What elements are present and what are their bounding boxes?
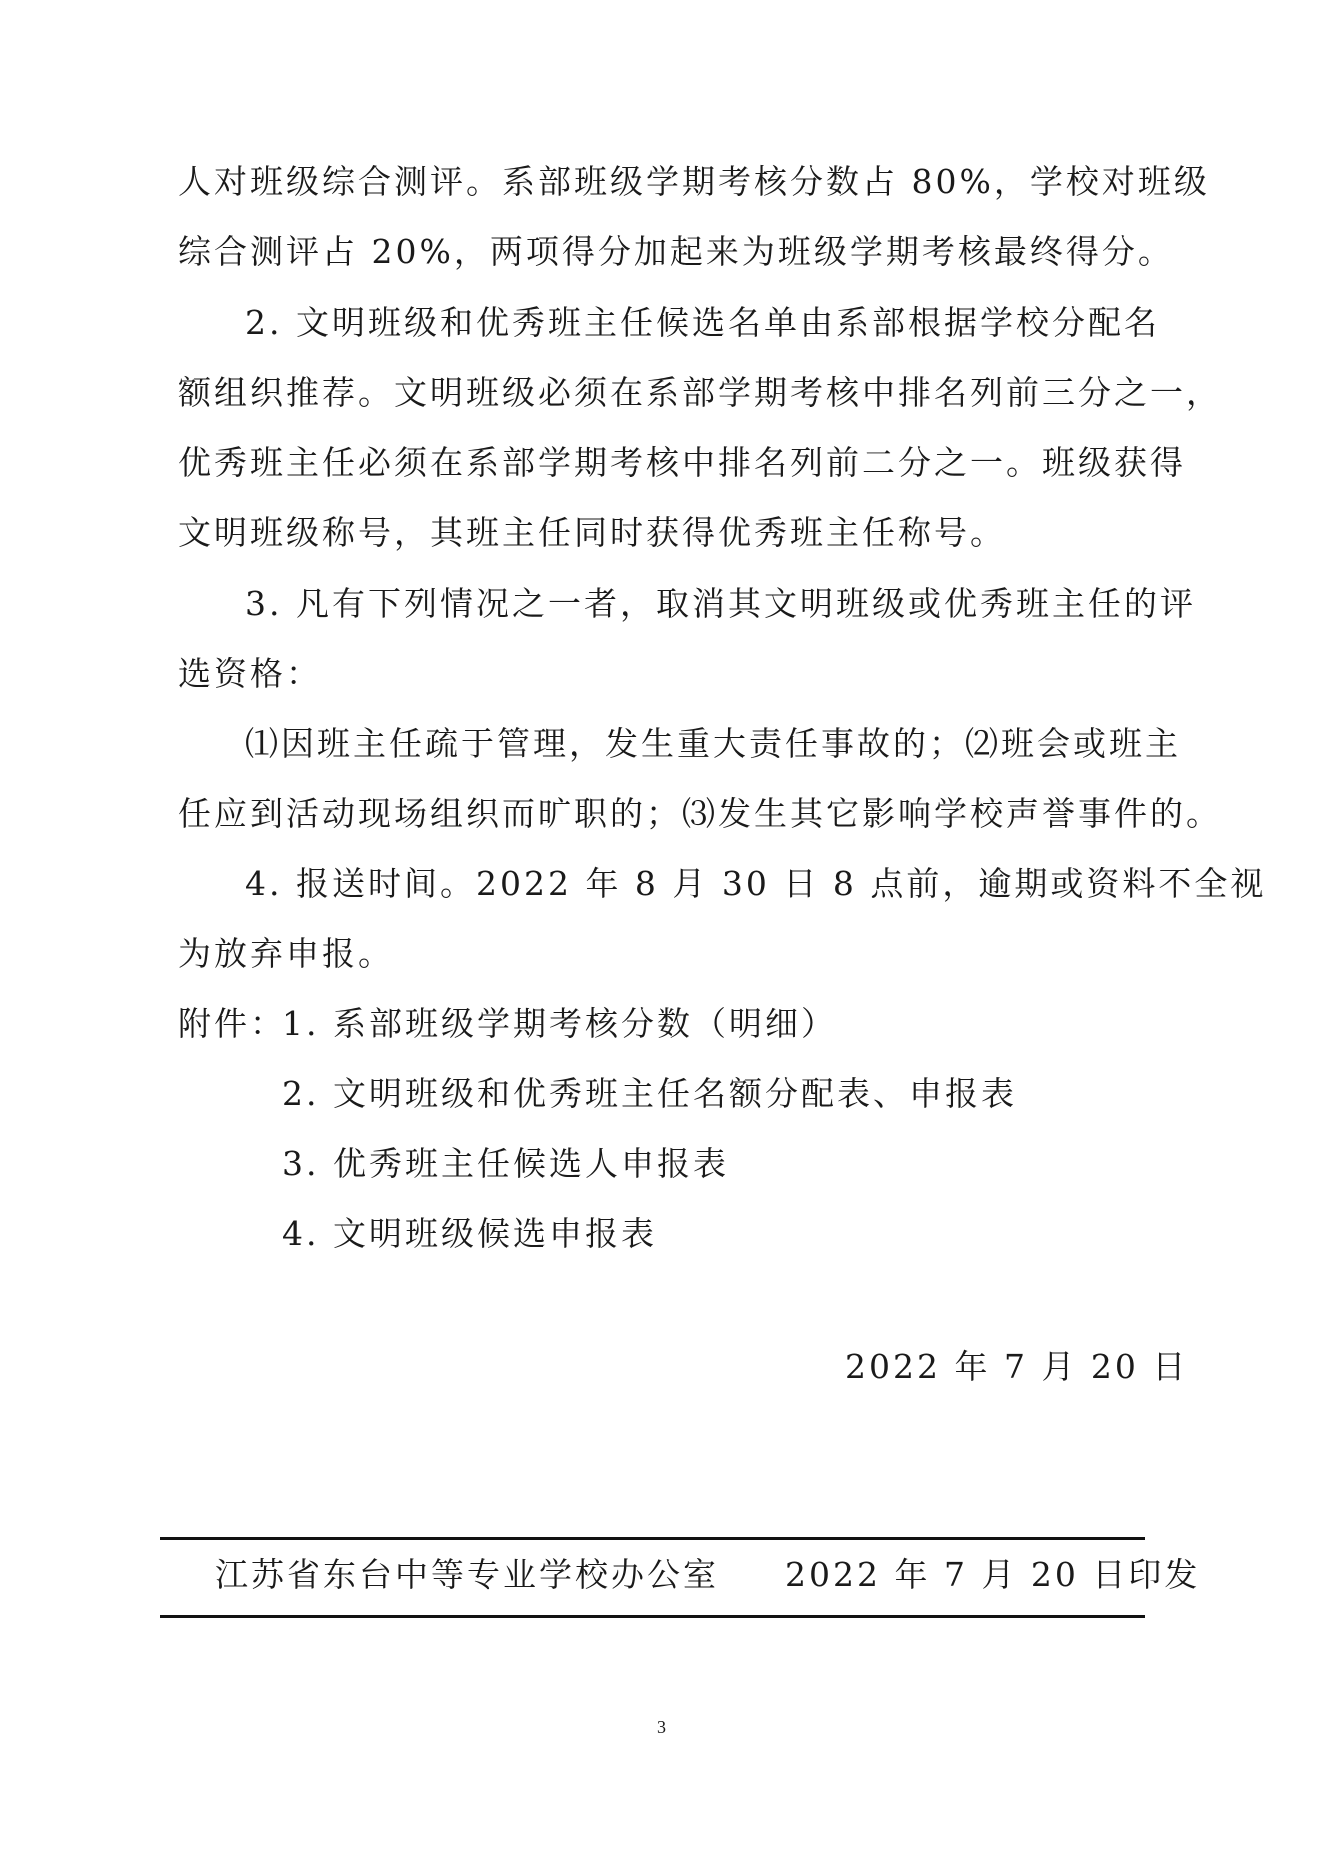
attachment-item: 4. 文明班级候选申报表 <box>282 1214 657 1253</box>
body-line: 综合测评占 20%，两项得分加起来为班级学期考核最终得分。 <box>178 232 1174 271</box>
attachment-item: 2. 文明班级和优秀班主任名额分配表、申报表 <box>282 1074 1017 1113</box>
footer-bottom-rule <box>160 1615 1145 1618</box>
body-line: 优秀班主任必须在系部学期考核中排名列前二分之一。班级获得 <box>178 443 1186 482</box>
body-line: 4. 报送时间。2022 年 8 月 30 日 8 点前，逾期或资料不全视 <box>245 864 1267 903</box>
body-line: 文明班级称号，其班主任同时获得优秀班主任称号。 <box>178 513 1006 552</box>
page-number: 3 <box>657 1717 666 1737</box>
body-line: ⑴因班主任疏于管理，发生重大责任事故的；⑵班会或班主 <box>245 724 1181 763</box>
document-date: 2022 年 7 月 20 日 <box>845 1347 1189 1386</box>
body-line: 3. 凡有下列情况之一者，取消其文明班级或优秀班主任的评 <box>245 584 1196 623</box>
attachment-item: 1. 系部班级学期考核分数（明细） <box>282 1004 837 1043</box>
body-line: 为放弃申报。 <box>178 934 394 973</box>
attachments-label: 附件： <box>178 1004 286 1043</box>
body-line: 人对班级综合测评。系部班级学期考核分数占 80%，学校对班级 <box>178 162 1210 201</box>
body-line: 额组织推荐。文明班级必须在系部学期考核中排名列前三分之一， <box>178 373 1222 412</box>
attachment-item: 3. 优秀班主任候选人申报表 <box>282 1144 729 1183</box>
body-line: 选资格： <box>178 654 322 693</box>
footer-top-rule <box>160 1537 1145 1540</box>
body-line: 2. 文明班级和优秀班主任候选名单由系部根据学校分配名 <box>245 303 1160 342</box>
body-line: 任应到活动现场组织而旷职的；⑶发生其它影响学校声誉事件的。 <box>178 794 1222 833</box>
footer-issue-date: 2022 年 7 月 20 日印发 <box>785 1555 1201 1594</box>
footer-issuer: 江苏省东台中等专业学校办公室 <box>215 1555 719 1594</box>
